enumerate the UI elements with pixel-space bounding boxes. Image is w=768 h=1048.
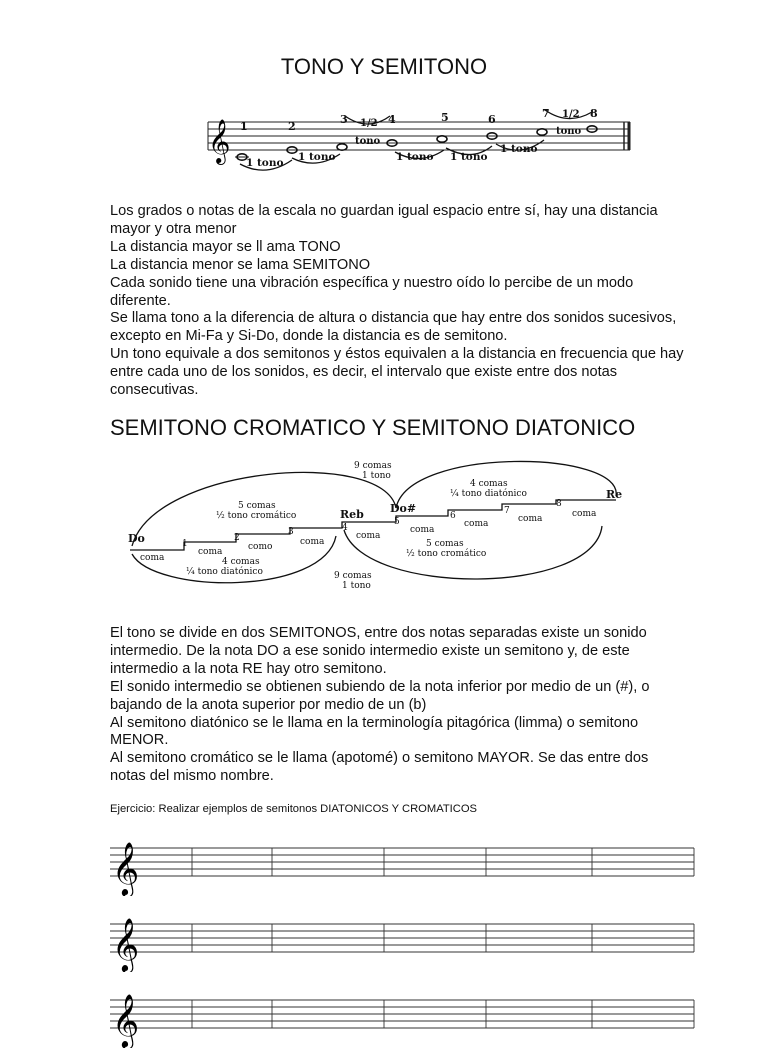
svg-text:coma: coma — [410, 525, 435, 535]
svg-text:1: 1 — [182, 539, 188, 549]
svg-text:4: 4 — [342, 523, 348, 533]
exercise-instruction: Ejercicio: Realizar ejemplos de semitonos DIATONICOS Y CROMATICOS — [110, 803, 478, 815]
scale-number: 8 — [590, 107, 598, 120]
svg-text:8: 8 — [556, 499, 562, 509]
treble-clef-icon: 𝄞 — [112, 917, 140, 971]
intro-paragraph: Los grados o notas de la escala no guardan igual espacio entre sí, hay una distancia mayor y otra menor La distancia mayor se ll ama TONO La distancia menor se lama SEMITONO Cada sonido tiene una vibración específica y nuestro oído lo percibe de un modo diferente. Se llama tono a la diferencia de altura o distancia que hay entre dos sonidos sucesivos, excepto en Mi-Fa y Si-Do, donde la distancia es de semitono. Un tono equivale a dos semitonos y éstos equivalen a la distancia en frecuencia que hay entre cada uno de los sonidos, es decir, el intervalo que existe entre dos notas consecutivas. — [110, 203, 684, 399]
half-mark: 1/2 — [562, 109, 580, 120]
exercise-staff — [108, 836, 696, 896]
svg-text:5: 5 — [394, 517, 400, 527]
svg-text:Do: Do — [128, 532, 145, 545]
svg-text:7: 7 — [504, 506, 510, 516]
exercise-staff — [108, 988, 696, 1048]
svg-text:¼ tono diatónico: ¼ tono diatónico — [186, 567, 263, 577]
svg-text:Re: Re — [606, 488, 623, 501]
scale-number: 3 — [340, 113, 348, 126]
scale-number: 6 — [488, 113, 496, 126]
svg-text:coma: coma — [356, 531, 381, 541]
tono-label: tono — [556, 126, 582, 137]
treble-clef-icon: 𝄞 — [208, 119, 231, 163]
svg-text:2: 2 — [234, 533, 240, 543]
tono-label: tono — [355, 136, 381, 147]
scale-tones-figure — [200, 104, 640, 184]
svg-text:coma: coma — [464, 519, 489, 529]
half-mark: 1/2 — [360, 118, 378, 129]
svg-text:Reb: Reb — [340, 508, 364, 521]
svg-text:coma: coma — [198, 547, 223, 557]
semitone-paragraph: El tono se divide en dos SEMITONOS, entre dos notas separadas existe un sonido intermedio. De la nota DO a ese sonido intermedio existe un semitono y, de este intermedio a la nota RE hay otro semitono. El sonido intermedio se obtienen subiendo de la nota inferior por medio de un (#), o bajando de la anota superior por medio de un (b) Al semitono diatónico se le llama en la terminología pitagórica (limma) o semitono MENOR. Al semitono cromático se le llama (apotomé) o semitono MAYOR. Se das entre dos notas del mismo nombre. — [110, 625, 650, 785]
scale-number: 7 — [542, 107, 550, 120]
semitone-staircase-figure — [124, 456, 636, 604]
svg-text:¼ tono diatónico: ¼ tono diatónico — [450, 489, 527, 499]
treble-clef-icon: 𝄞 — [112, 993, 140, 1047]
svg-text:4 comas: 4 comas — [470, 479, 508, 489]
scale-number: 5 — [441, 111, 449, 124]
svg-text:coma: coma — [572, 509, 597, 519]
tone-label: 1 tono — [500, 143, 538, 155]
tone-label: 1 tono — [396, 151, 434, 163]
tone-label: 1 tono — [246, 157, 284, 169]
svg-text:6: 6 — [450, 511, 456, 521]
tone-label: 1 tono — [450, 151, 488, 163]
page-title: TONO Y SEMITONO — [280, 54, 488, 79]
svg-text:9 comas: 9 comas — [334, 571, 372, 581]
svg-text:1 tono: 1 tono — [342, 581, 371, 591]
scale-number: 1 — [240, 120, 248, 133]
svg-text:5 comas: 5 comas — [238, 501, 276, 511]
svg-text:coma: coma — [300, 537, 325, 547]
svg-text:coma: coma — [518, 514, 543, 524]
svg-text:coma: coma — [140, 553, 165, 563]
svg-text:9 comas: 9 comas — [354, 461, 392, 471]
svg-text:Do#: Do# — [390, 502, 417, 515]
svg-text:como: como — [248, 542, 273, 552]
svg-text:4 comas: 4 comas — [222, 557, 260, 567]
svg-text:½ tono cromático: ½ tono cromático — [216, 511, 297, 521]
exercise-staff — [108, 912, 696, 972]
scale-number: 4 — [388, 113, 396, 126]
tone-label: 1 tono — [298, 151, 336, 163]
svg-text:½ tono cromático: ½ tono cromático — [406, 549, 487, 559]
scale-number: 2 — [288, 120, 296, 133]
svg-text:1 tono: 1 tono — [362, 471, 391, 481]
svg-text:5 comas: 5 comas — [426, 539, 464, 549]
treble-clef-icon: 𝄞 — [112, 841, 140, 895]
svg-text:3: 3 — [288, 527, 294, 537]
section-heading: SEMITONO CROMATICO Y SEMITONO DIATONICO — [110, 415, 636, 440]
